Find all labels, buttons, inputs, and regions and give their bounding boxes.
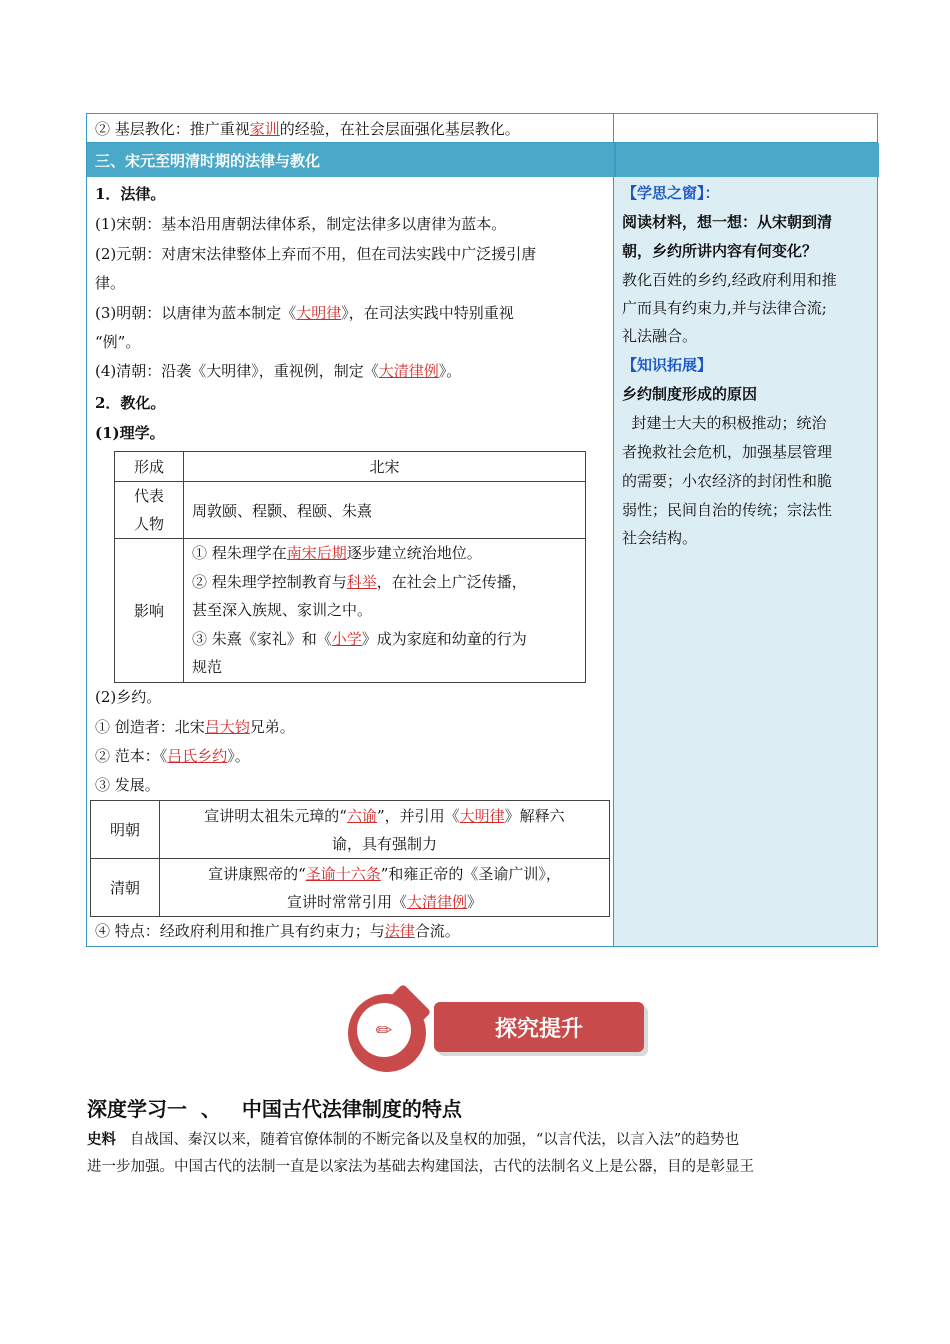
section-title: 三、宋元至明清时期的法律与教化 [95,152,321,170]
table-cell: ① 程朱理学在南宋后期逐步建立统治地位。 ② 程朱理学控制教育与科举，在社会上广泛传播， 甚至深入族规、家训之中。 ③ 朱熹《家礼》和《小学》成为家庭和幼童的行为 规范 [184,539,586,683]
pencil-icon: ✏ [357,1003,411,1057]
source-paragraph: 进一步加强。中国古代的法制一直是以家法为基础去构建国法，古代的法制名义上是公器，目的是彰显王 [87,1159,754,1175]
law-yuan: 律。 [95,274,126,292]
extension-line: 的需要；小农经济的封闭性和脆 [622,472,833,490]
law-yuan: (2)元朝：对唐宋法律整体上弃而不用，但在司法实践中广泛援引唐 [95,245,537,263]
content-column [87,114,614,946]
answer-line: 教化百姓的乡约,经政府利用和推 [622,271,837,289]
law-qing: (4)清朝：沿袭《大明律》，重视例，制定《大清律例》。 [95,362,462,380]
law-ming: “例”。 [95,333,141,351]
lixue-table [114,451,586,683]
top-row-text: ② 基层教化：推广重视家训的经验，在社会层面强化基层教化。 [95,120,520,138]
edu-heading: 2．教化。 [95,394,166,412]
section-banner: 探究提升 [434,1002,644,1052]
law-heading: 1．法律。 [95,185,166,203]
extension-line: 弱性；民间自治的传统；宗法性 [622,501,833,519]
sidebar-panel [614,114,877,946]
table-cell: 明朝 [91,801,160,859]
table-cell: 周敦颐、程颢、程颐、朱熹 [184,482,586,539]
table-cell: 北宋 [184,452,586,482]
xy-feature: ④ 特点：经政府利用和推广具有约束力；与法律合流。 [95,922,460,940]
source-paragraph: 史料 自战国、秦汉以来，随着官僚体制的不断完备以及皇权的加强，“以言代法，以言入法”的趋势也 [87,1131,740,1148]
knowledge-table [86,113,878,947]
extension-line: 社会结构。 [622,529,698,547]
answer-line: 广而具有约束力,并与法律合流; [622,299,827,317]
table-cell: 代表 人物 [115,482,184,539]
window-title: 【学思之窗】： [622,184,720,202]
table-cell: 影响 [115,539,184,683]
extension-line: 者挽救社会危机，加强基层管理 [622,443,833,461]
xiangyue-heading: (2)乡约。 [95,688,162,706]
extension-line: 封建士大夫的积极推动；统治 [622,414,827,432]
table-cell: 宣讲明太祖朱元璋的“六谕”，并引用《大明律》解释六 谕，具有强制力 [160,801,610,859]
development-table [90,800,610,917]
xy-development: ③ 发展。 [95,776,160,794]
question-line: 朝，乡约所讲内容有何变化？ [622,242,818,260]
question-line: 阅读材料，想一想：从宋朝到清 [622,213,833,231]
xy-creator: ① 创造者：北宋吕大钧兄弟。 [95,718,295,736]
table-cell: 清朝 [91,859,160,917]
deep-learning-heading: 深度学习一 、 中国古代法律制度的特点 [87,1097,462,1121]
table-cell: 形成 [115,452,184,482]
law-song: (1)宋朝：基本沿用唐朝法律体系，制定法律多以唐律为蓝本。 [95,215,507,233]
table-cell: 宣讲康熙帝的“圣谕十六条”和雍正帝的《圣谕广训》， 宣讲时常常引用《大清律例》 [160,859,610,917]
section-header [87,143,879,177]
extension-heading: 乡约制度形成的原因 [622,385,758,403]
law-ming: (3)明朝：以唐律为蓝本制定《大明律》，在司法实践中特别重视 [95,304,514,322]
extension-title: 【知识拓展】 [622,356,713,374]
xy-model: ② 范本：《吕氏乡约》。 [95,747,250,765]
lixue-heading: (1)理学。 [95,424,165,442]
answer-line: 礼法融合。 [622,327,698,345]
